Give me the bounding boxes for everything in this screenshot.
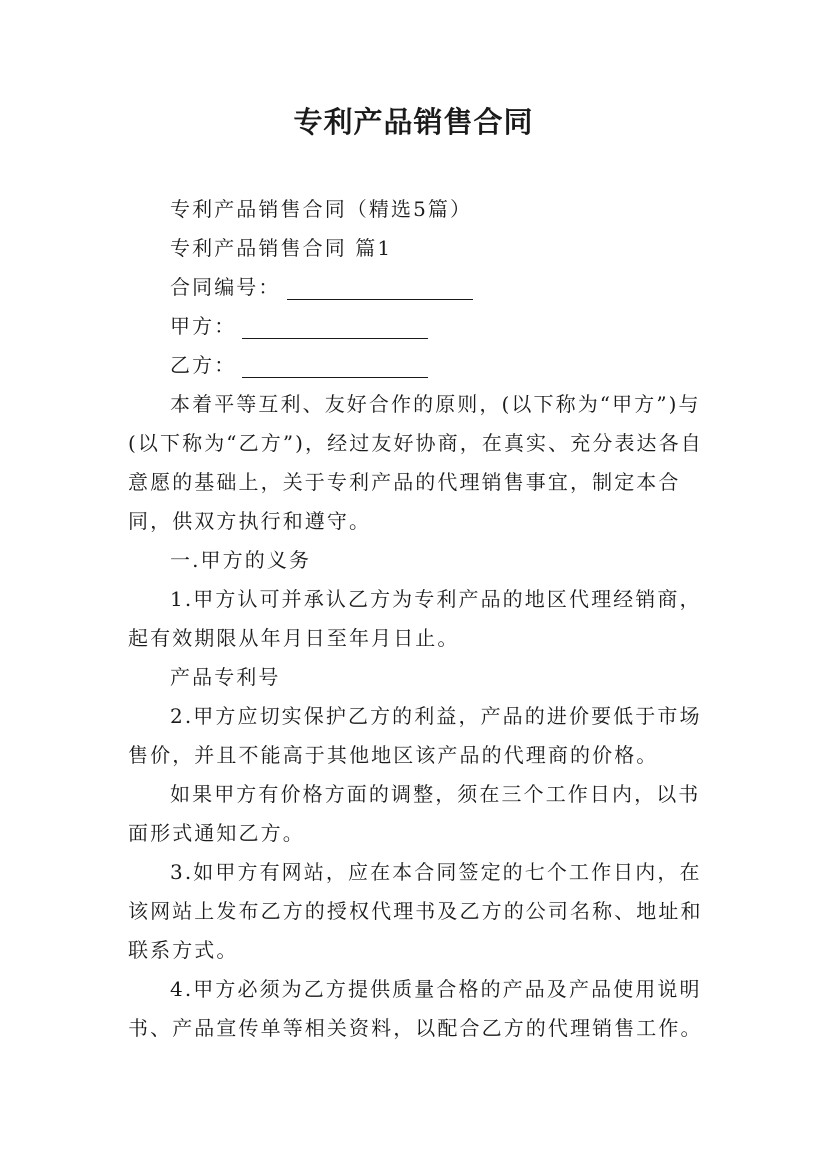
clause-2: 2.甲方应切实保护乙方的利益，产品的进价要低于市场售价，并且不能高于其他地区该产品的代理商的价格。 — [128, 704, 702, 767]
document-title: 专利产品销售合同 — [293, 105, 534, 139]
clause-1: 1.甲方认可并承认乙方为专利产品的地区代理经销商，起有效期限从年月日至年月日止。 — [128, 587, 702, 650]
document-body — [128, 190, 706, 1048]
contract-number-blank — [287, 273, 473, 300]
part-heading: 专利产品销售合同 篇1 — [170, 236, 393, 260]
contract-number-line — [128, 268, 706, 307]
contract-number-label: 合同编号： — [170, 275, 281, 299]
section-heading: 一.甲方的义务 — [170, 548, 312, 572]
clause-3: 3.如甲方有网站，应在本合同签定的七个工作日内，在该网站上发布乙方的授权代理书及乙方的公司名称、地址和联系方式。 — [128, 860, 703, 962]
clause-2-note: 如果甲方有价格方面的调整，须在三个工作日内，以书面形式通知乙方。 — [128, 782, 701, 845]
patent-number-line: 产品专利号 — [170, 665, 281, 689]
party-b-label: 乙方： — [170, 353, 237, 377]
intro-paragraph: 本着平等互利、友好合作的原则，(以下称为“甲方”)与(以下称为“乙方”)，经过友好协商，在真实、充分表达各自意愿的基础上，关于专利产品的代理销售事宜，制定本合同，供双方执行和遵守。 — [128, 392, 703, 533]
party-b-line — [128, 346, 706, 385]
subtitle-paragraph: 专利产品销售合同（精选5篇） — [170, 197, 473, 221]
party-a-line — [128, 307, 706, 346]
party-b-blank — [242, 351, 428, 378]
party-a-label: 甲方： — [170, 314, 237, 338]
clause-4: 4.甲方必须为乙方提供质量合格的产品及产品使用说明书、产品宣传单等相关资料，以配合乙方的代理销售工作。 — [128, 977, 703, 1040]
party-a-blank — [242, 312, 428, 339]
